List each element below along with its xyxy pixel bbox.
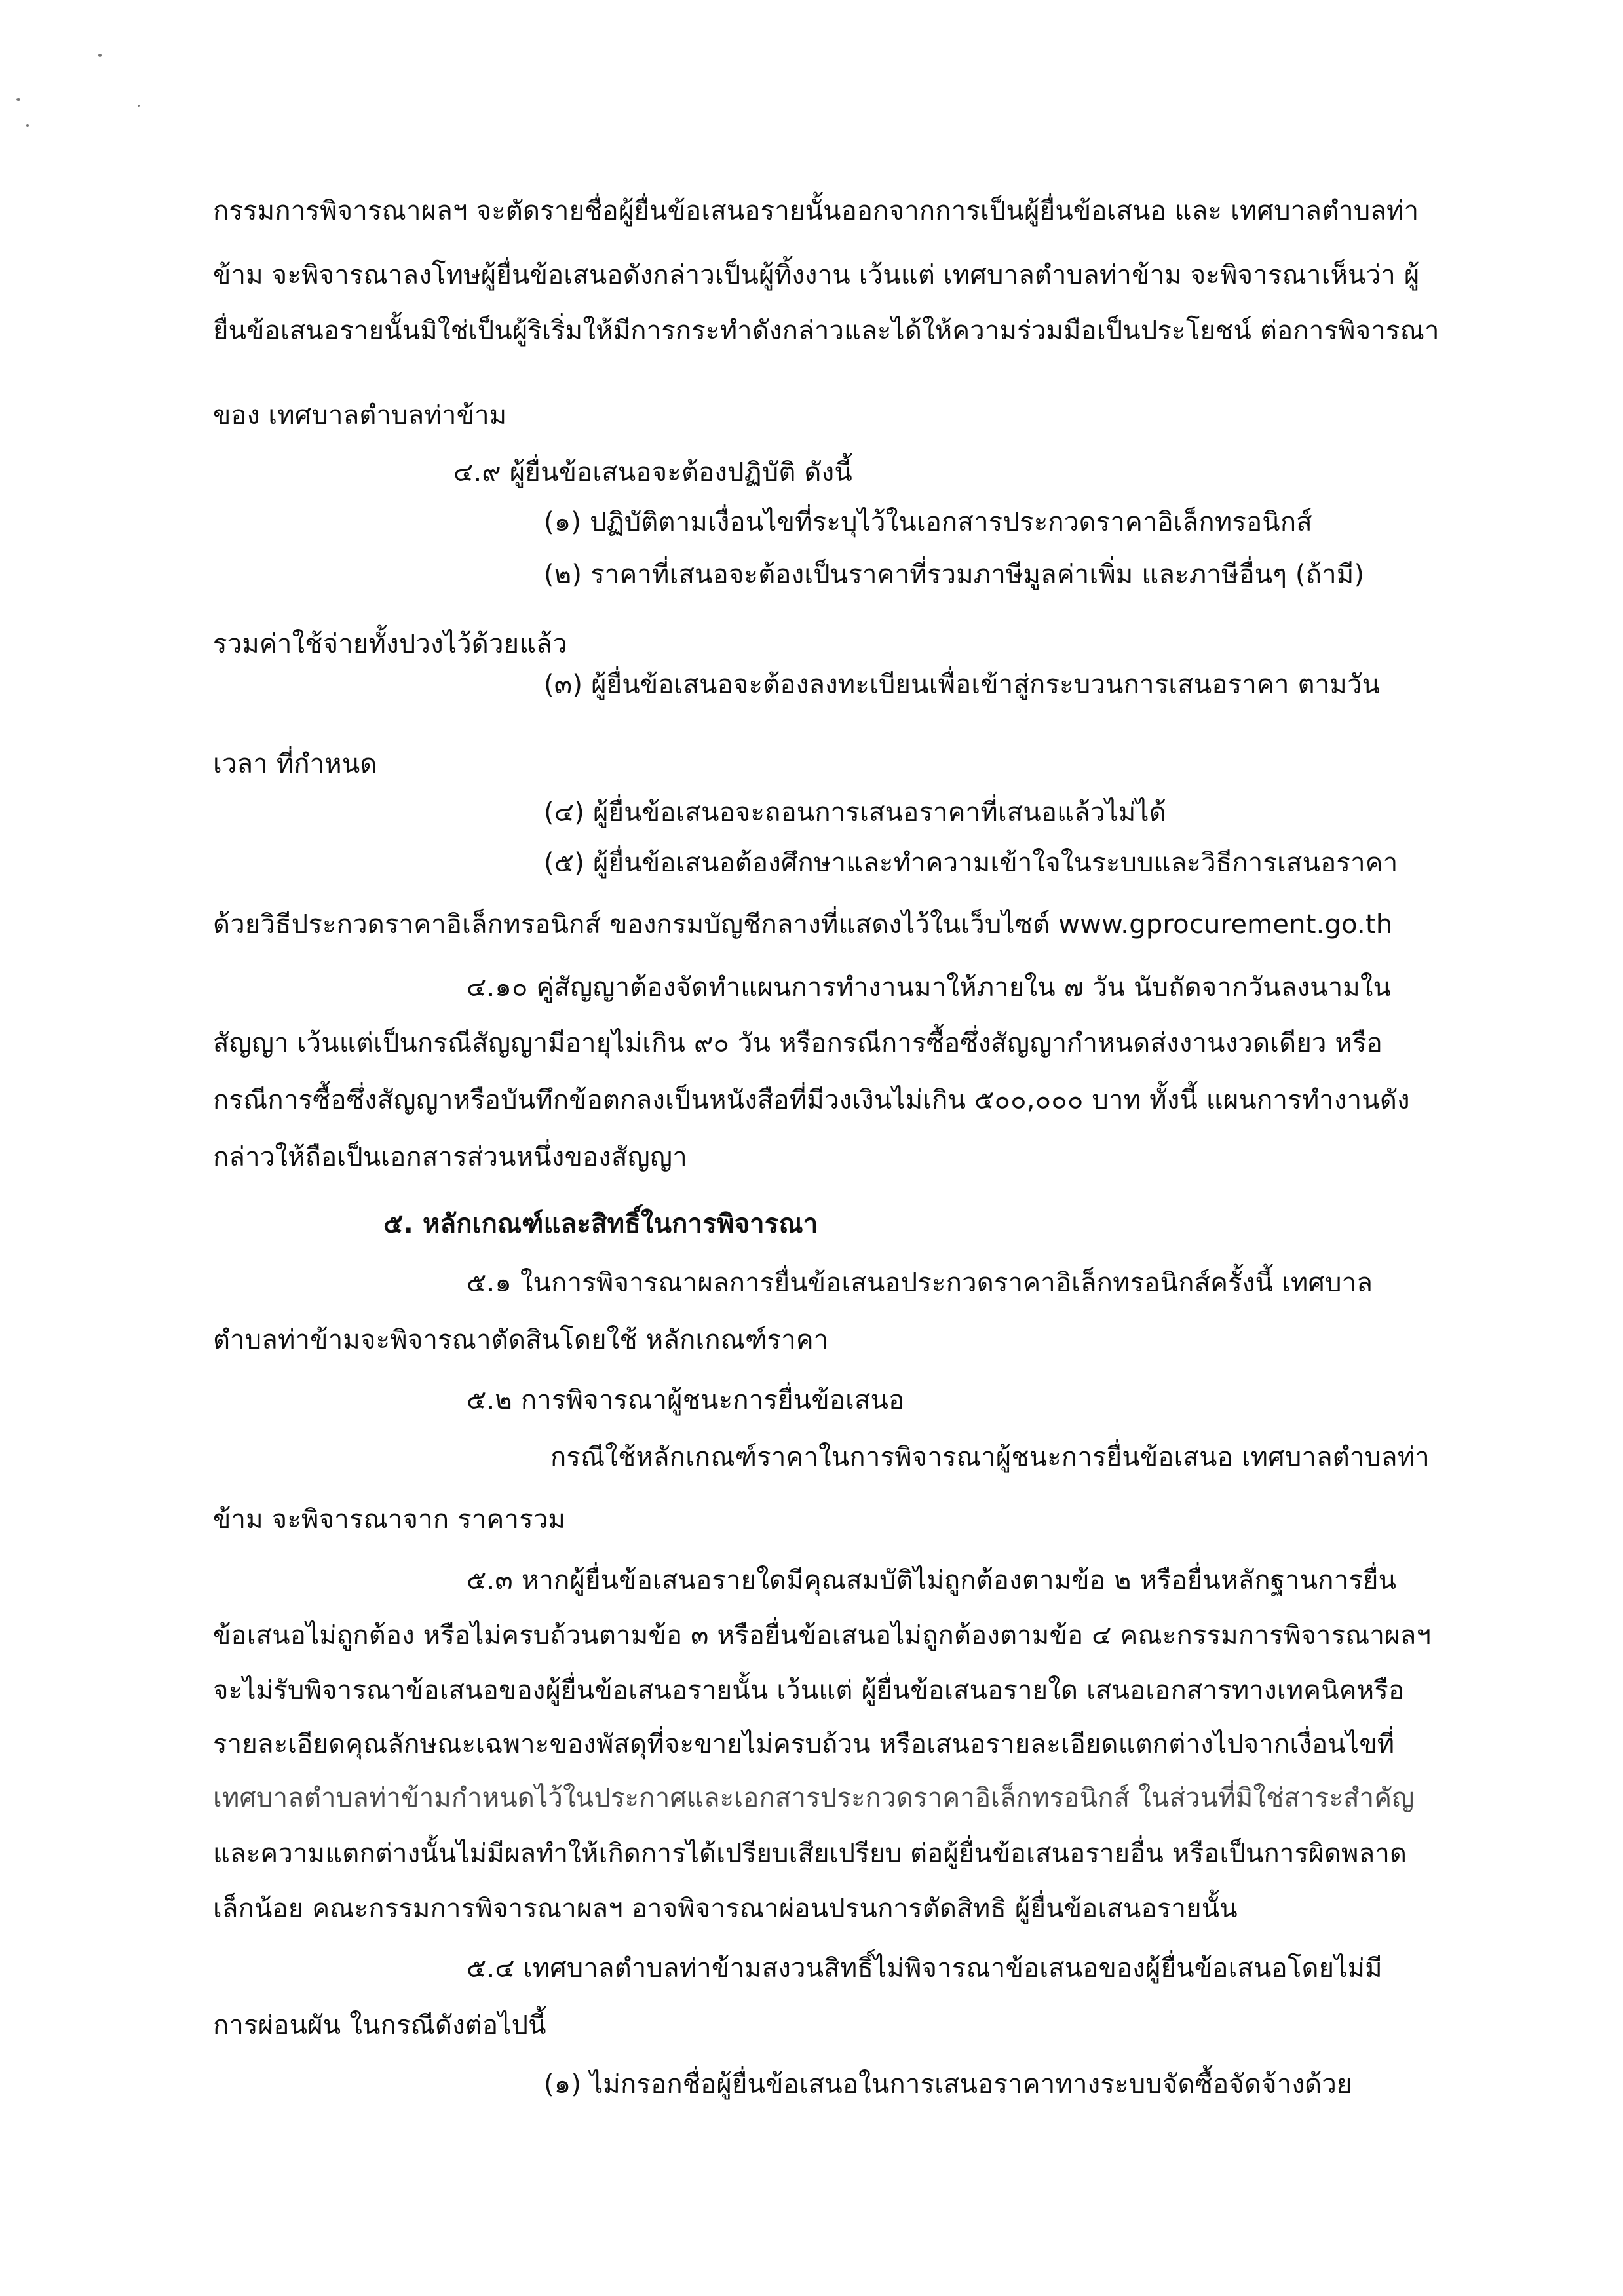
paragraph-line: เทศบาลตำบลท่าข้ามกำหนดไว้ในประกาศและเอกสารประกวดราคาอิเล็กทรอนิกส์ ในส่วนที่มิใช่สาระสำคัญ bbox=[213, 1783, 1415, 1813]
paragraph-line: การผ่อนผัน ในกรณีดังต่อไปนี้ bbox=[213, 2010, 546, 2040]
paragraph-line: ข้าม จะพิจารณาลงโทษผู้ยื่นข้อเสนอดังกล่าวเป็นผู้ทิ้งงาน เว้นแต่ เทศบาลตำบลท่าข้าม จะพิจารณาเห็นว่า ผู้ bbox=[213, 260, 1420, 290]
scan-speck bbox=[98, 54, 102, 57]
item-heading: ๕.๑ ในการพิจารณาผลการยื่นข้อเสนอประกวดราคาอิเล็กทรอนิกส์ครั้งนี้ เทศบาล bbox=[467, 1268, 1373, 1298]
list-item: (๑) ไม่กรอกชื่อผู้ยื่นข้อเสนอในการเสนอราคาทางระบบจัดซื้อจัดจ้างด้วย bbox=[544, 2069, 1352, 2099]
paragraph-line: ตำบลท่าข้ามจะพิจารณาตัดสินโดยใช้ หลักเกณฑ์ราคา bbox=[213, 1325, 829, 1355]
paragraph-line: กรรมการพิจารณาผลฯ จะตัดรายชื่อผู้ยื่นข้อเสนอรายนั้นออกจากการเป็นผู้ยื่นข้อเสนอ และ เทศบาลตำบลท่า bbox=[213, 196, 1419, 226]
paragraph-line: เล็กน้อย คณะกรรมการพิจารณาผลฯ อาจพิจารณาผ่อนปรนการตัดสิทธิ ผู้ยื่นข้อเสนอรายนั้น bbox=[213, 1894, 1238, 1924]
section-heading: ๕. หลักเกณฑ์และสิทธิ์ในการพิจารณา bbox=[383, 1209, 818, 1239]
list-item: (๑) ปฏิบัติตามเงื่อนไขที่ระบุไว้ในเอกสารประกวดราคาอิเล็กทรอนิกส์ bbox=[544, 507, 1312, 537]
paragraph-line: กรณีใช้หลักเกณฑ์ราคาในการพิจารณาผู้ชนะการยื่นข้อเสนอ เทศบาลตำบลท่า bbox=[550, 1442, 1430, 1472]
paragraph-line: เวลา ที่กำหนด bbox=[213, 749, 377, 779]
paragraph-line: สัญญา เว้นแต่เป็นกรณีสัญญามีอายุไม่เกิน ๙๐ วัน หรือกรณีการซื้อซึ่งสัญญากำหนดส่งงานงวดเดียว หรือ bbox=[213, 1028, 1383, 1058]
list-item: (๒) ราคาที่เสนอจะต้องเป็นราคาที่รวมภาษีมูลค่าเพิ่ม และภาษีอื่นๆ (ถ้ามี) bbox=[544, 560, 1365, 590]
paragraph-line: ข้อเสนอไม่ถูกต้อง หรือไม่ครบถ้วนตามข้อ ๓ หรือยื่นข้อเสนอไม่ถูกต้องตามข้อ ๔ คณะกรรมการพิจารณาผลฯ bbox=[213, 1620, 1432, 1651]
paragraph-line: และความแตกต่างนั้นไม่มีผลทำให้เกิดการได้เปรียบเสียเปรียบ ต่อผู้ยื่นข้อเสนอรายอื่น หรือเป็นการผิดพลาด bbox=[213, 1839, 1407, 1869]
scan-speck bbox=[26, 124, 29, 127]
item-heading: ๔.๙ ผู้ยื่นข้อเสนอจะต้องปฏิบัติ ดังนี้ bbox=[453, 457, 852, 488]
paragraph-line: ด้วยวิธีประกวดราคาอิเล็กทรอนิกส์ ของกรมบัญชีกลางที่แสดงไว้ในเว็บไซต์ www.gprocurement.go.th bbox=[213, 909, 1393, 940]
paragraph-line: ข้าม จะพิจารณาจาก ราคารวม bbox=[213, 1504, 566, 1535]
paragraph-line: จะไม่รับพิจารณาข้อเสนอของผู้ยื่นข้อเสนอรายนั้น เว้นแต่ ผู้ยื่นข้อเสนอรายใด เสนอเอกสารทางเทคนิคหรือ bbox=[213, 1675, 1405, 1706]
scan-speck bbox=[16, 98, 20, 101]
item-heading: ๕.๓ หากผู้ยื่นข้อเสนอรายใดมีคุณสมบัติไม่ถูกต้องตามข้อ ๒ หรือยื่นหลักฐานการยื่น bbox=[467, 1565, 1397, 1596]
paragraph-line: ของ เทศบาลตำบลท่าข้าม bbox=[213, 400, 507, 430]
list-item: (๔) ผู้ยื่นข้อเสนอจะถอนการเสนอราคาที่เสนอแล้วไม่ได้ bbox=[544, 797, 1166, 828]
paragraph-line: รายละเอียดคุณลักษณะเฉพาะของพัสดุที่จะขายไม่ครบถ้วน หรือเสนอรายละเอียดแตกต่างไปจากเงื่อนไขที่ bbox=[213, 1729, 1395, 1759]
paragraph-line: ยื่นข้อเสนอรายนั้นมิใช่เป็นผู้ริเริ่มให้มีการกระทำดังกล่าวและได้ให้ความร่วมมือเป็นประโยชน์ ต่อการพิจารณา bbox=[213, 316, 1440, 346]
paragraph-line: กรณีการซื้อซึ่งสัญญาหรือบันทึกข้อตกลงเป็นหนังสือที่มีวงเงินไม่เกิน ๕๐๐,๐๐๐ บาท ทั้งนี้ แผนการทำงานดัง bbox=[213, 1085, 1410, 1115]
list-item: (๓) ผู้ยื่นข้อเสนอจะต้องลงทะเบียนเพื่อเข้าสู่กระบวนการเสนอราคา ตามวัน bbox=[544, 670, 1381, 700]
list-item: (๕) ผู้ยื่นข้อเสนอต้องศึกษาและทำความเข้าใจในระบบและวิธีการเสนอราคา bbox=[544, 848, 1398, 878]
item-heading: ๕.๔ เทศบาลตำบลท่าข้ามสงวนสิทธิ์ไม่พิจารณาข้อเสนอของผู้ยื่นข้อเสนอโดยไม่มี bbox=[467, 1953, 1383, 1983]
item-heading: ๔.๑๐ คู่สัญญาต้องจัดทำแผนการทำงานมาให้ภายใน ๗ วัน นับถัดจากวันลงนามใน bbox=[467, 972, 1392, 1003]
paragraph-line: กล่าวให้ถือเป็นเอกสารส่วนหนึ่งของสัญญา bbox=[213, 1142, 687, 1172]
paragraph-line: รวมค่าใช้จ่ายทั้งปวงไว้ด้วยแล้ว bbox=[213, 629, 567, 659]
item-heading: ๕.๒ การพิจารณาผู้ชนะการยื่นข้อเสนอ bbox=[467, 1385, 905, 1415]
scan-speck bbox=[138, 105, 140, 107]
